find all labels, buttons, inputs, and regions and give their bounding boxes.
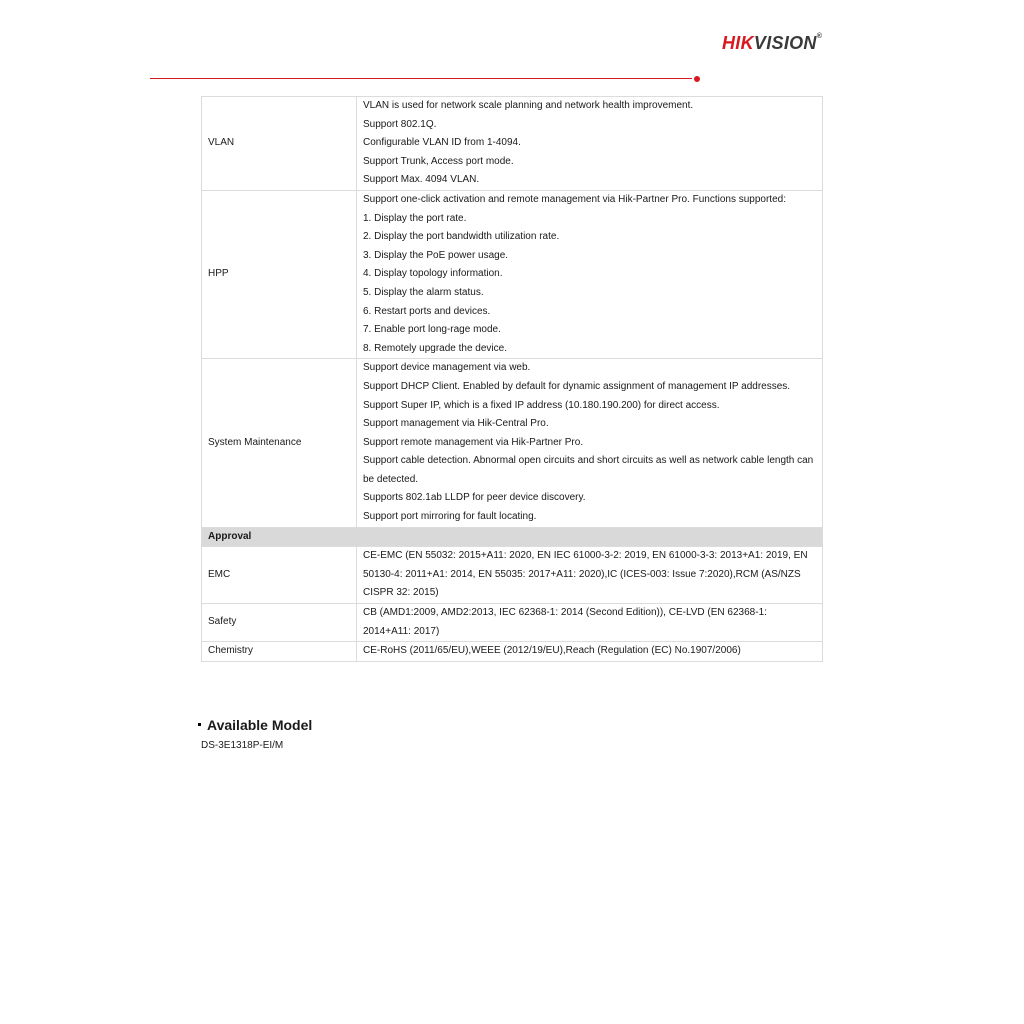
spec-value <box>357 547 823 604</box>
spec-line: Support DHCP Client. Enabled by default for dynamic assignment of management IP addresses. <box>363 380 791 392</box>
spec-line: 5. Display the alarm status. <box>363 286 484 298</box>
spec-line: 3. Display the PoE power usage. <box>363 249 509 261</box>
spec-line: 2. Display the port bandwidth utilization rate. <box>363 231 560 243</box>
section-header-approval <box>202 527 823 547</box>
model-number: DS-3E1318P-EI/M <box>201 740 284 751</box>
spec-value <box>357 604 823 642</box>
table-row <box>202 97 823 191</box>
header-rule-dot <box>694 76 700 82</box>
available-model-heading: Available Model <box>198 717 312 733</box>
spec-line: Supports 802.1ab LLDP for peer device discovery. <box>363 492 586 504</box>
spec-key: Safety <box>202 604 357 642</box>
spec-line: Configurable VLAN ID from 1-4094. <box>363 137 521 149</box>
brand-logo: HIKVISION® <box>722 33 823 53</box>
table-row <box>202 547 823 604</box>
spec-line: CE-RoHS (2011/65/EU),WEEE (2012/19/EU),Reach (Regulation (EC) No.1907/2006) <box>363 645 741 657</box>
table-row <box>202 190 823 358</box>
spec-table <box>201 96 823 662</box>
spec-line: Support Max. 4094 VLAN. <box>363 174 480 186</box>
spec-line: Support cable detection. Abnormal open circuits and short circuits as well as network cable length can be detected. <box>363 455 814 485</box>
spec-value <box>357 190 823 358</box>
spec-line: 6. Restart ports and devices. <box>363 305 491 317</box>
spec-key: VLAN <box>202 97 357 191</box>
spec-line: 7. Enable port long-rage mode. <box>363 324 501 336</box>
spec-line: Support management via Hik-Central Pro. <box>363 418 549 430</box>
spec-line: Support 802.1Q. <box>363 118 437 130</box>
spec-line: Support Super IP, which is a fixed IP address (10.180.190.200) for direct access. <box>363 399 720 411</box>
spec-line: VLAN is used for network scale planning and network health improvement. <box>363 100 694 111</box>
spec-value <box>357 642 823 662</box>
table-row <box>202 359 823 527</box>
spec-line: 1. Display the port rate. <box>363 212 467 224</box>
table-row <box>202 604 823 642</box>
spec-value <box>357 359 823 527</box>
spec-line: 8. Remotely upgrade the device. <box>363 342 507 354</box>
spec-line: Support one-click activation and remote management via Hik-Partner Pro. Functions supported: <box>363 193 786 205</box>
spec-line: CB (AMD1:2009, AMD2:2013, IEC 62368-1: 2014 (Second Edition)), CE-LVD (EN 62368-1: 2014+A11: 2017) <box>363 607 767 637</box>
spec-key: HPP <box>202 190 357 358</box>
spec-key: Chemistry <box>202 642 357 662</box>
header-rule <box>150 78 692 79</box>
spec-line: Support port mirroring for fault locating. <box>363 511 537 523</box>
spec-key: EMC <box>202 547 357 604</box>
spec-line: Support device management via web. <box>363 362 531 374</box>
spec-value <box>357 97 823 191</box>
spec-line: Support Trunk, Access port mode. <box>363 155 514 167</box>
spec-line: Support remote management via Hik-Partner Pro. <box>363 436 584 448</box>
spec-key: System Maintenance <box>202 359 357 527</box>
spec-line: 4. Display topology information. <box>363 268 503 280</box>
section-label: Approval <box>202 527 823 547</box>
table-row <box>202 642 823 662</box>
bullet-icon <box>198 723 201 726</box>
spec-line: CE-EMC (EN 55032: 2015+A11: 2020, EN IEC 61000-3-2: 2019, EN 61000-3-3: 2013+A1: 2019, EN 50130-4: 2011+A1: 2014, EN 55035: 2017+A11: 2020),IC (ICES-003: Issue 7:2020),RCM (AS/NZS CISPR 32: 2015) <box>363 550 808 599</box>
